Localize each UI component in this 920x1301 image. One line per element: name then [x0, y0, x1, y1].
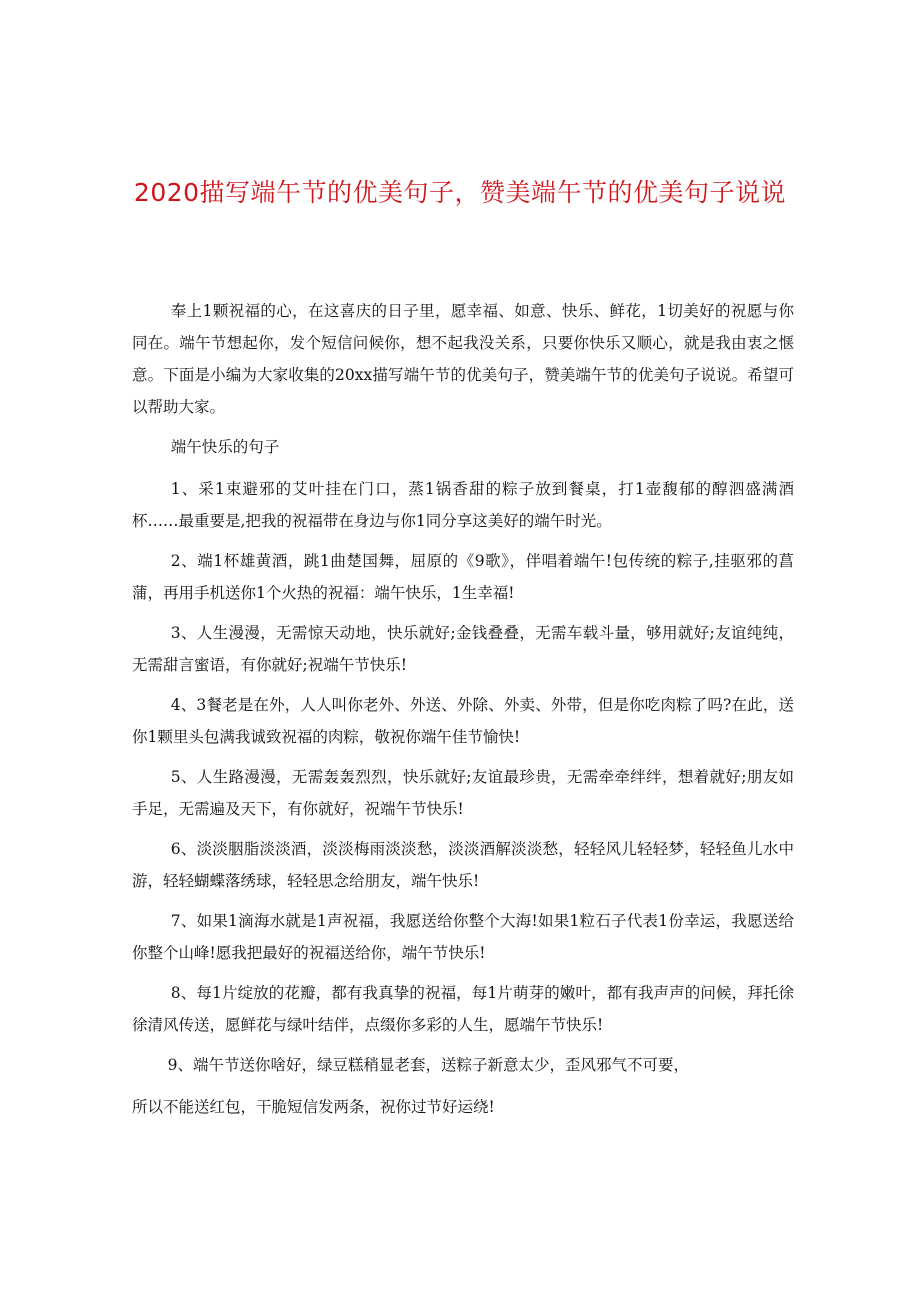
- document-body: [132, 295, 794, 1131]
- section-heading: 端午快乐的句子: [170, 438, 280, 456]
- list-item: 8、每1片绽放的花瓣，都有我真挚的祝福，每1片萌芽的嫩叶，都有我声声的问候，拜托徐徐清风传送，愿鲜花与绿叶结伴，点缀你多彩的人生，愿端午节快乐!: [132, 984, 794, 1034]
- list-item: 2、端1杯雄黄酒，跳1曲楚国舞，屈原的《9歌》，伴唱着端午!包传统的粽子,挂驱邪的菖蒲，再用手机送你1个火热的祝福：端午快乐，1生幸福!: [132, 552, 794, 602]
- page-title: 2020描写端午节的优美句子，赞美端午节的优美句子说说: [133, 178, 787, 207]
- list-item: 5、人生路漫漫，无需轰轰烈烈，快乐就好;友谊最珍贵，无需牵牵绊绊，想着就好;朋友如手足，无需遍及天下，有你就好，祝端午节快乐!: [132, 768, 794, 818]
- list-item: 4、3餐老是在外，人人叫你老外、外送、外除、外卖、外带，但是你吃肉粽了吗?在此，送你1颗里头包满我诚致祝福的肉粽，敬祝你端午佳节愉快!: [132, 696, 794, 746]
- list-item: 7、如果1滴海水就是1声祝福，我愿送给你整个大海!如果1粒石子代表1份幸运，我愿送给你整个山峰!愿我把最好的祝福送给你，端午节快乐!: [132, 912, 794, 962]
- intro-paragraph: 奉上1颗祝福的心，在这喜庆的日子里，愿幸福、如意、快乐、鲜花，1切美好的祝愿与你同在。端午节想起你，发个短信问候你，想不起我没关系，只要你快乐又顺心，就是我由衷之惬意。下面是小编为大家收集的20xx描写端午节的优美句子，赞美端午节的优美句子说说。希望可以帮助大家。: [132, 302, 794, 416]
- list-item: 1、采1束避邪的艾叶挂在门口，蒸1锅香甜的粽子放到餐桌，打1壶馥郁的醇泗盛满酒杯……最重要是,把我的祝福带在身边与你1同分享这美好的端午时光。: [132, 480, 794, 530]
- list-item-9-line2: 所以不能送红包，干脆短信发两条，祝你过节好运绕!: [132, 1098, 495, 1116]
- list-item: 3、人生漫漫，无需惊天动地，快乐就好;金钱叠叠，无需车载斗量，够用就好;友谊纯纯，无需甜言蜜语，有你就好;祝端午节快乐!: [132, 624, 794, 674]
- list-item-9-line1: 9、端午节送你啥好，绿豆糕稍显老套，送粽子新意太少，歪风邪气不可要，: [167, 1056, 690, 1074]
- list-item: 6、淡淡胭脂淡淡酒，淡淡梅雨淡淡愁，淡淡酒解淡淡愁，轻轻风儿轻轻梦，轻轻鱼儿水中游，轻轻蝴蝶落绣球，轻轻思念给朋友，端午快乐!: [132, 840, 794, 890]
